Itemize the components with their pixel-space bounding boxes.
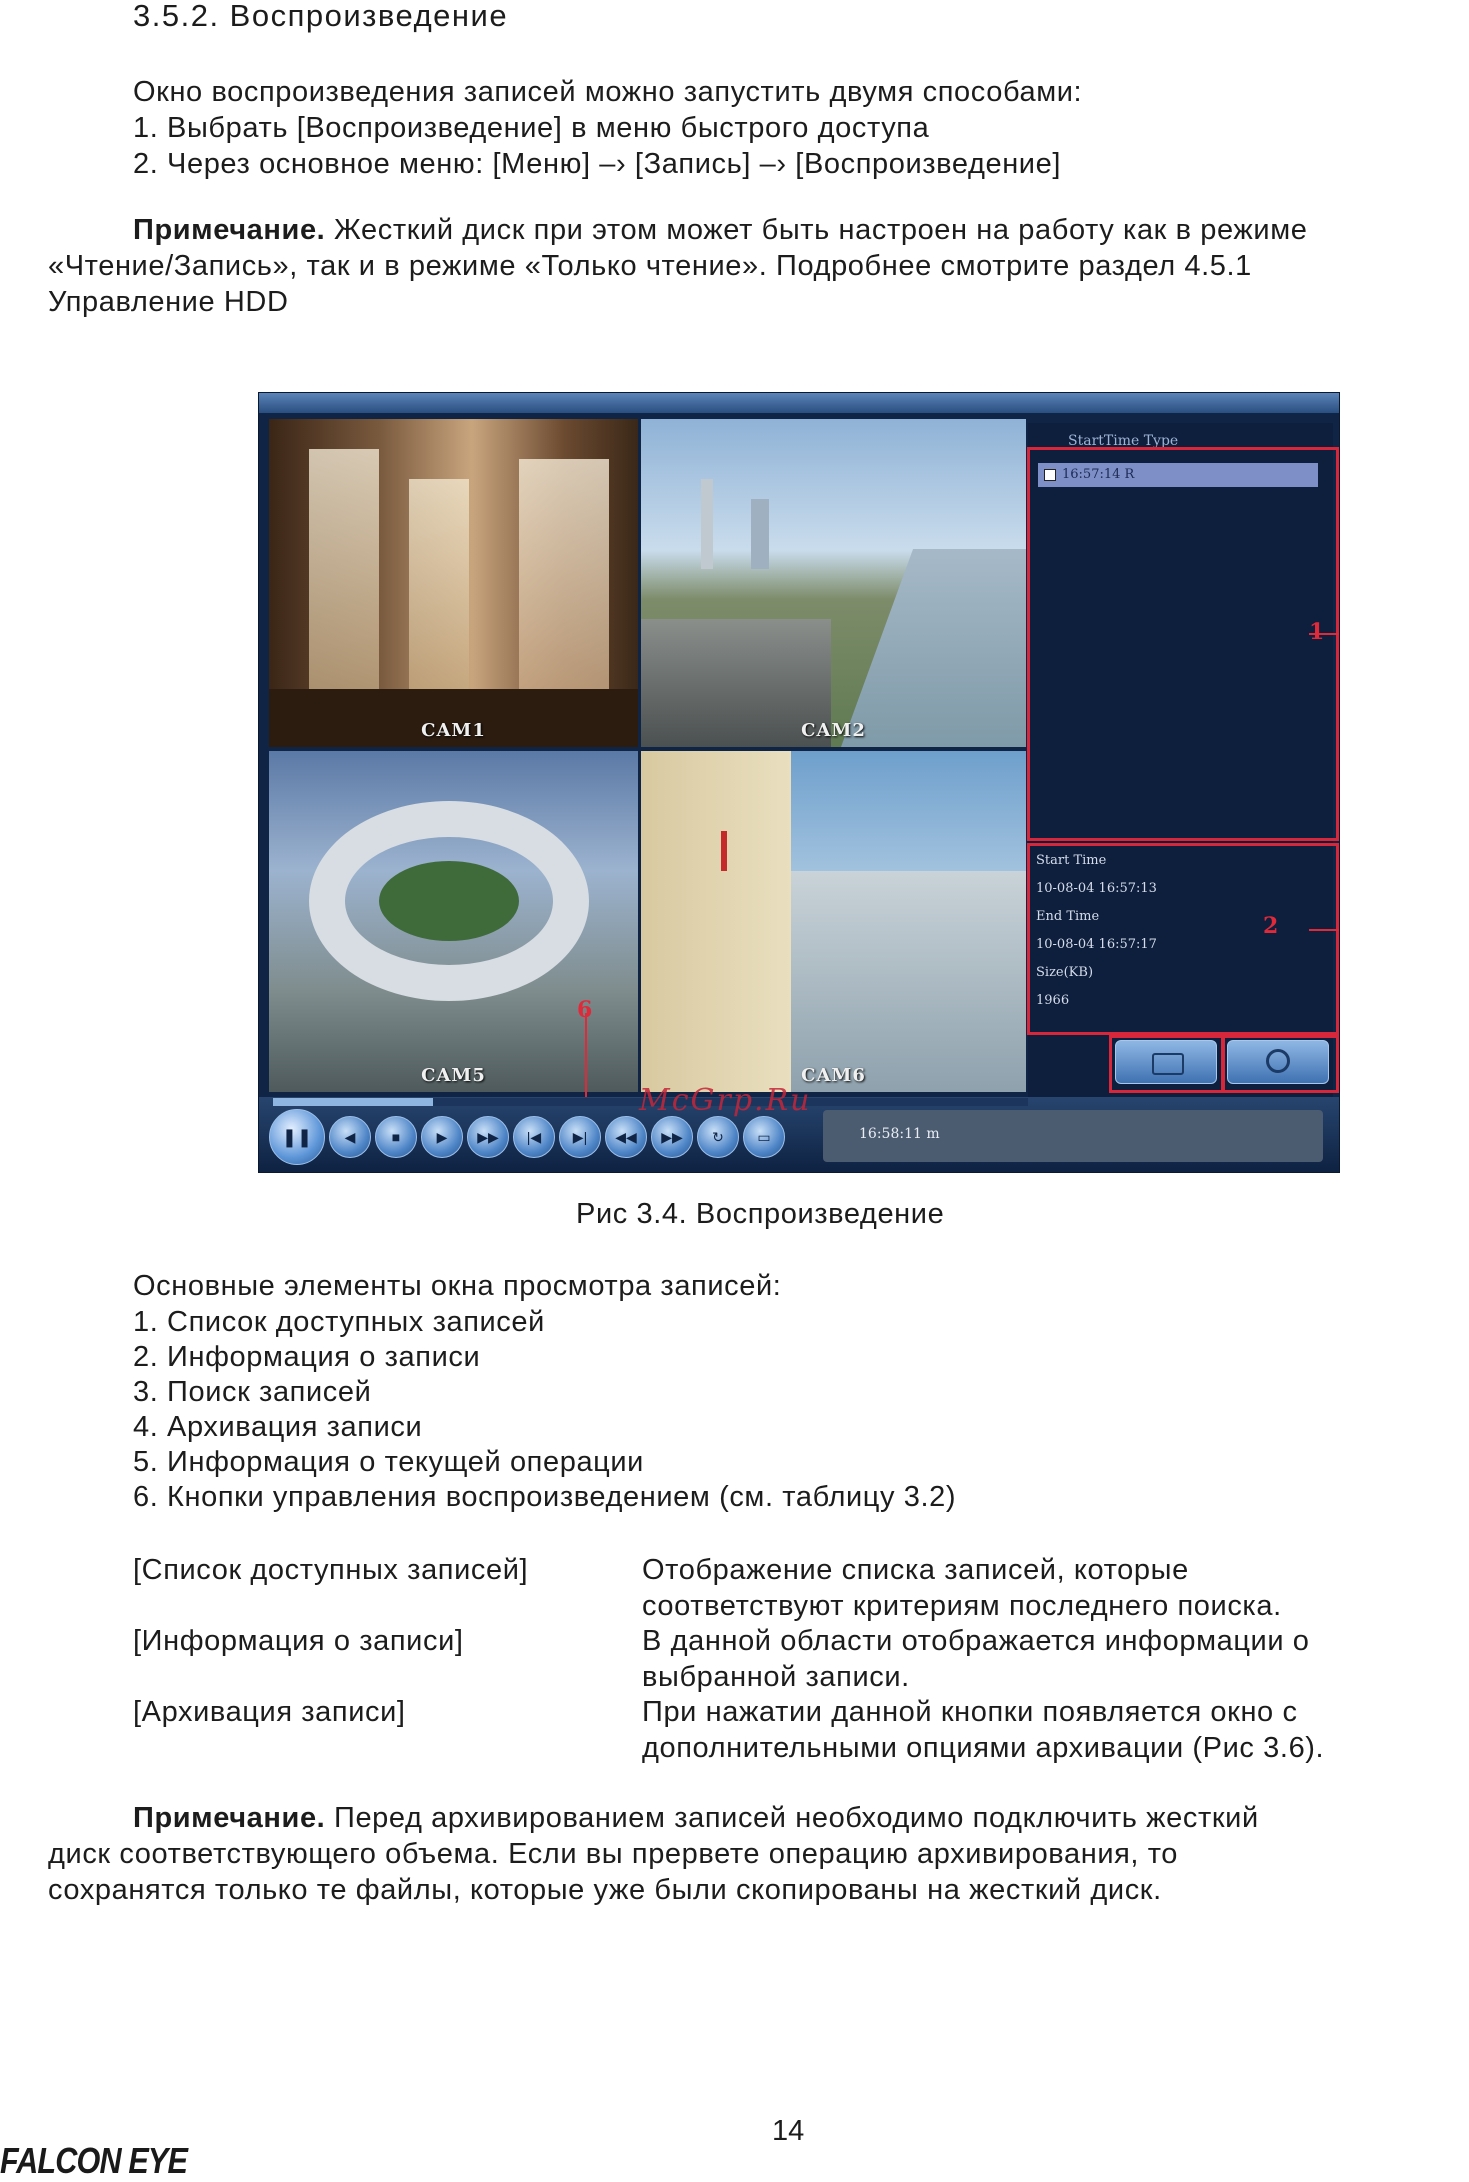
frame-step-button[interactable]: ▶ — [421, 1116, 463, 1158]
skip-forward-button[interactable]: ▶▶ — [651, 1116, 693, 1158]
note-1-line-2: «Чтение/Запись», так и в режиме «Только чтение». Подробнее смотрите раздел 4.5.1 — [48, 250, 1252, 282]
camera-view-cam5[interactable] — [269, 751, 638, 1092]
info-end-value: 10-08-04 16:57:17 — [1036, 937, 1157, 952]
cam2-label: CAM2 — [801, 720, 866, 741]
info-size-label: Size(KB) — [1036, 965, 1094, 980]
info-start-value: 10-08-04 16:57:13 — [1036, 881, 1157, 896]
definition-desc-1b: соответствуют критериям последнего поиска. — [642, 1590, 1282, 1622]
brand-logo: FALCON EYE — [0, 2140, 188, 2181]
note-1-label: Примечание. — [133, 214, 326, 246]
next-record-button[interactable]: ▶| — [559, 1116, 601, 1158]
intro-lead: Окно воспроизведения записей можно запустить двумя способами: — [133, 76, 1083, 108]
cam5-label: CAM5 — [421, 1065, 486, 1086]
slow-play-button[interactable]: ◀ — [329, 1116, 371, 1158]
callout-box-record-list — [1027, 447, 1339, 841]
fast-forward-button[interactable]: ▶▶ — [467, 1116, 509, 1158]
note-2-label: Примечание. — [133, 1802, 326, 1834]
info-start-label: Start Time — [1036, 853, 1107, 868]
page-number: 14 — [772, 2115, 805, 2147]
definition-desc-2b: выбранной записи. — [642, 1661, 910, 1693]
figure-caption: Рис 3.4. Воспроизведение — [576, 1198, 945, 1230]
elements-item-2: 2. Информация о записи — [133, 1341, 481, 1373]
callout-box-record-info — [1027, 843, 1339, 1035]
cam6-label: CAM6 — [801, 1065, 866, 1086]
note-1-line-3: Управление HDD — [48, 286, 289, 318]
definition-desc-2a: В данной области отображается информации о — [642, 1625, 1310, 1657]
camera-view-cam6[interactable] — [641, 751, 1026, 1092]
camera-view-cam1[interactable] — [269, 419, 638, 747]
definition-term-2: [Информация о записи] — [133, 1625, 464, 1657]
note-2-text: Перед архивированием записей необходимо подключить жесткий — [325, 1802, 1259, 1834]
callout-6: 6 — [577, 997, 593, 1023]
note-2-line-1 — [133, 1800, 1259, 1836]
record-list-header: StartTime Type — [1068, 433, 1179, 449]
operation-status: 16:58:11 m — [859, 1126, 940, 1142]
backup-icon — [1152, 1053, 1184, 1075]
search-button[interactable] — [1227, 1040, 1329, 1084]
note-1-line-1 — [133, 212, 1307, 248]
stop-button[interactable]: ■ — [375, 1116, 417, 1158]
note-1-text: Жесткий диск при этом может быть настроен на работу как в режиме — [325, 214, 1308, 246]
cam1-label: CAM1 — [421, 720, 486, 741]
elements-lead: Основные элементы окна просмотра записей: — [133, 1270, 782, 1302]
callout-1: 1 — [1309, 619, 1325, 645]
elements-item-1: 1. Список доступных записей — [133, 1306, 545, 1338]
pause-button[interactable]: ❚❚ — [269, 1109, 325, 1165]
watermark: McGrp.Ru — [639, 1083, 812, 1118]
info-end-label: End Time — [1036, 909, 1100, 924]
intro-item-2: 2. Через основное меню: [Меню] –› [Запись] –› [Воспроизведение] — [133, 148, 1061, 180]
prev-record-button[interactable]: |◀ — [513, 1116, 555, 1158]
rewind-button[interactable]: ◀◀ — [605, 1116, 647, 1158]
section-heading: 3.5.2. Воспроизведение — [133, 0, 509, 33]
definition-desc-3b: дополнительными опциями архивации (Рис 3.6). — [642, 1732, 1325, 1764]
note-2-line-3: сохранятся только те файлы, которые уже были скопированы на жесткий диск. — [48, 1874, 1162, 1906]
definition-desc-1a: Отображение списка записей, которые — [642, 1554, 1189, 1586]
definition-term-3: [Архивация записи] — [133, 1696, 406, 1728]
camera-view-cam2[interactable] — [641, 419, 1026, 747]
backup-button[interactable] — [1115, 1040, 1217, 1084]
definition-term-1: [Список доступных записей] — [133, 1554, 529, 1586]
fullscreen-button[interactable]: ▭ — [743, 1116, 785, 1158]
info-size-value: 1966 — [1036, 993, 1070, 1008]
loop-button[interactable]: ↻ — [697, 1116, 739, 1158]
definition-desc-3a: При нажатии данной кнопки появляется окно с — [642, 1696, 1298, 1728]
record-list-item-text: 16:57:14 R — [1062, 467, 1135, 482]
note-2-line-2: диск соответствующего объема. Если вы прервете операцию архивирования, то — [48, 1838, 1179, 1870]
intro-item-1: 1. Выбрать [Воспроизведение] в меню быстрого доступа — [133, 112, 930, 144]
elements-item-5: 5. Информация о текущей операции — [133, 1446, 644, 1478]
search-icon — [1266, 1049, 1290, 1073]
window-title-bar — [259, 393, 1339, 413]
elements-item-4: 4. Архивация записи — [133, 1411, 423, 1443]
callout-2: 2 — [1263, 913, 1279, 939]
playback-window-figure — [258, 392, 1340, 1173]
elements-item-3: 3. Поиск записей — [133, 1376, 372, 1408]
elements-item-6: 6. Кнопки управления воспроизведением (см. таблицу 3.2) — [133, 1481, 957, 1513]
